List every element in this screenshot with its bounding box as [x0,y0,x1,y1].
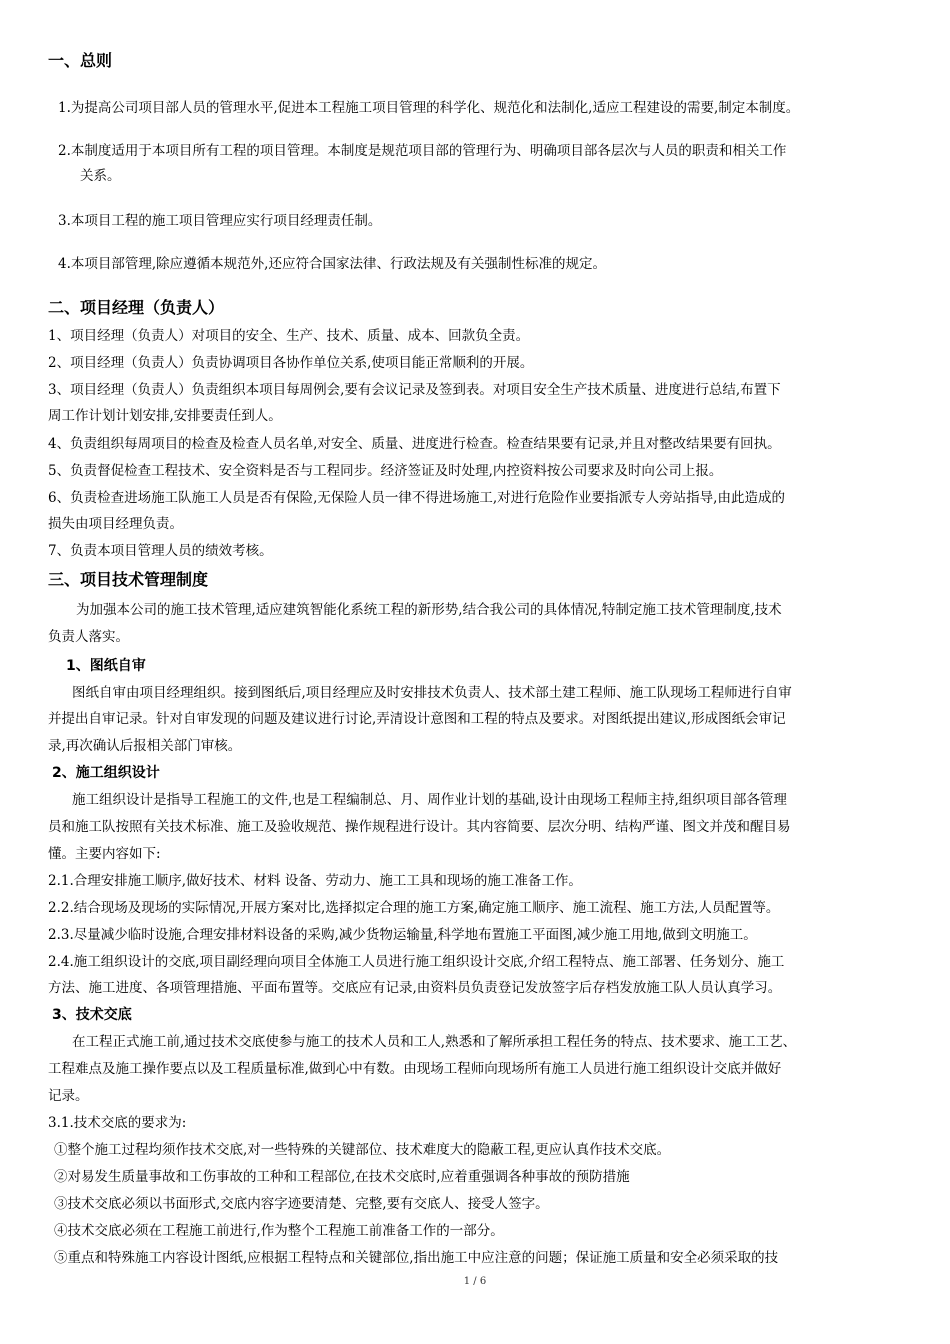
section-2-title: 二、项目经理（负责人） [48,298,225,317]
section-2-line-5: 4、负责组织每周项目的检查及检查人员名单,对安全、质量、进度进行检查。检查结果要有记录,并且对整改结果要有回执。 [48,436,781,452]
section-3-title: 三、项目技术管理制度 [48,570,209,589]
subsection-3-line-7: ③技术交底必须以书面形式,交底内容字迹要清楚、完整,要有交底人、接受人签字。 [54,1196,549,1212]
subsection-3-line-5: ①整个施工过程均须作技术交底,对一些特殊的关键部位、技术难度大的隐蔽工程,更应认真作技术交底。 [54,1142,671,1158]
subsection-3-line-4: 3.1.技术交底的要求为: [48,1115,187,1131]
subsection-2-line-2: 员和施工队按照有关技术标准、施工及验收规范、操作规程进行设计。其内容简要、层次分明、结构严谨、图文并茂和醒目易 [48,819,791,835]
subsection-1-line-2: 并提出自审记录。针对自审发现的问题及建议进行讨论,弄清设计意图和工程的特点及要求。对图纸提出建议,形成图纸会审记 [48,711,786,727]
section-3-intro-2: 负责人落实。 [48,629,129,645]
subsection-3-title: 3、技术交底 [52,1007,132,1023]
subsection-2-line-8: 方法、施工进度、各项管理措施、平面布置等。交底应有记录,由资料员负责登记发放签字后存档发放施工队人员认真学习。 [48,980,782,996]
section-1-item-2: 2.本制度适用于本项目所有工程的项目管理。本制度是规范项目部的管理行为、明确项目部各层次与人员的职责和相关工作 [58,143,787,159]
subsection-2-line-6: 2.3.尽量减少临时设施,合理安排材料设备的采购,减少货物运输量,科学地布置施工平面图,减少施工用地,做到文明施工。 [48,927,757,943]
section-1-item-2-cont: 关系。 [80,168,121,184]
section-1-item-3: 3.本项目工程的施工项目管理应实行项目经理责任制。 [58,213,382,229]
subsection-2-line-7: 2.4.施工组织设计的交底,项目副经理向项目全体施工人员进行施工组织设计交底,介绍工程特点、施工部署、任务划分、施工 [48,954,785,970]
subsection-3-line-9: ⑤重点和特殊施工内容设计图纸,应根据工程特点和关键部位,指出施工中应注意的问题；保证施工质量和安全必须采取的技 [54,1250,779,1266]
section-1-item-4: 4.本项目部管理,除应遵循本规范外,还应符合国家法律、行政法规及有关强制性标准的规定。 [58,256,606,272]
subsection-2-line-4: 2.1.合理安排施工顺序,做好技术、材料 设备、劳动力、施工工具和现场的施工准备工作。 [48,873,582,889]
section-2-line-3: 3、项目经理（负责人）负责组织本项目每周例会,要有会议记录及签到表。对项目安全生产技术质量、进度进行总结,布置下 [48,382,781,398]
subsection-3-line-3: 记录。 [48,1088,89,1104]
section-2-line-6: 5、负责督促检查工程技术、安全资料是否与工程同步。经济签证及时处理,内控资料按公司要求及时向公司上报。 [48,463,723,479]
subsection-3-line-8: ④技术交底必须在工程施工前进行,作为整个工程施工前准备工作的一部分。 [54,1223,504,1239]
subsection-1-line-1: 图纸自审由项目经理组织。接到图纸后,项目经理应及时安排技术负责人、技术部土建工程师、施工队现场工程师进行自审 [72,685,792,701]
subsection-1-title: 1、图纸自审 [66,658,146,674]
section-2-line-9: 7、负责本项目管理人员的绩效考核。 [48,543,273,559]
section-2-line-2: 2、项目经理（负责人）负责协调项目各协作单位关系,使项目能正常顺利的开展。 [48,355,534,371]
section-2-line-4: 周工作计划计划安排,安排要责任到人。 [48,408,282,424]
subsection-2-line-5: 2.2.结合现场及现场的实际情况,开展方案对比,选择拟定合理的施工方案,确定施工顺序、施工流程、施工方法,人员配置等。 [48,900,780,916]
subsection-3-line-1: 在工程正式施工前,通过技术交底使参与施工的技术人员和工人,熟悉和了解所承担工程任务的特点、技术要求、施工工艺、 [72,1034,797,1050]
subsection-2-line-3: 懂。主要内容如下: [48,846,161,862]
subsection-2-title: 2、施工组织设计 [52,765,160,781]
section-1-item-1: 1.为提高公司项目部人员的管理水平,促进本工程施工项目管理的科学化、规范化和法制化,适应工程建设的需要,制定本制度。 [58,100,800,116]
page-number: 1 / 6 [463,1276,487,1287]
section-2-line-1: 1、项目经理（负责人）对项目的安全、生产、技术、质量、成本、回款负全责。 [48,328,530,344]
subsection-2-line-1: 施工组织设计是指导工程施工的文件,也是工程编制总、月、周作业计划的基础,设计由现场工程师主持,组织项目部各管理 [72,792,787,808]
section-2-line-7: 6、负责检查进场施工队施工人员是否有保险,无保险人员一律不得进场施工,对进行危险作业要指派专人旁站指导,由此造成的 [48,490,785,506]
subsection-3-line-2: 工程难点及施工操作要点以及工程质量标准,做到心中有数。由现场工程师向现场所有施工人员进行施工组织设计交底并做好 [48,1061,782,1077]
subsection-3-line-6: ②对易发生质量事故和工伤事故的工种和工程部位,在技术交底时,应着重强调各种事故的预防措施 [54,1169,630,1185]
subsection-1-line-3: 录,再次确认后报相关部门审核。 [48,738,242,754]
section-3-intro-1: 为加强本公司的施工技术管理,适应建筑智能化系统工程的新形势,结合我公司的具体情况,特制定施工技术管理制度,技术 [76,602,782,618]
section-2-line-8: 损失由项目经理负责。 [48,516,183,532]
section-1-title: 一、总则 [48,51,113,70]
